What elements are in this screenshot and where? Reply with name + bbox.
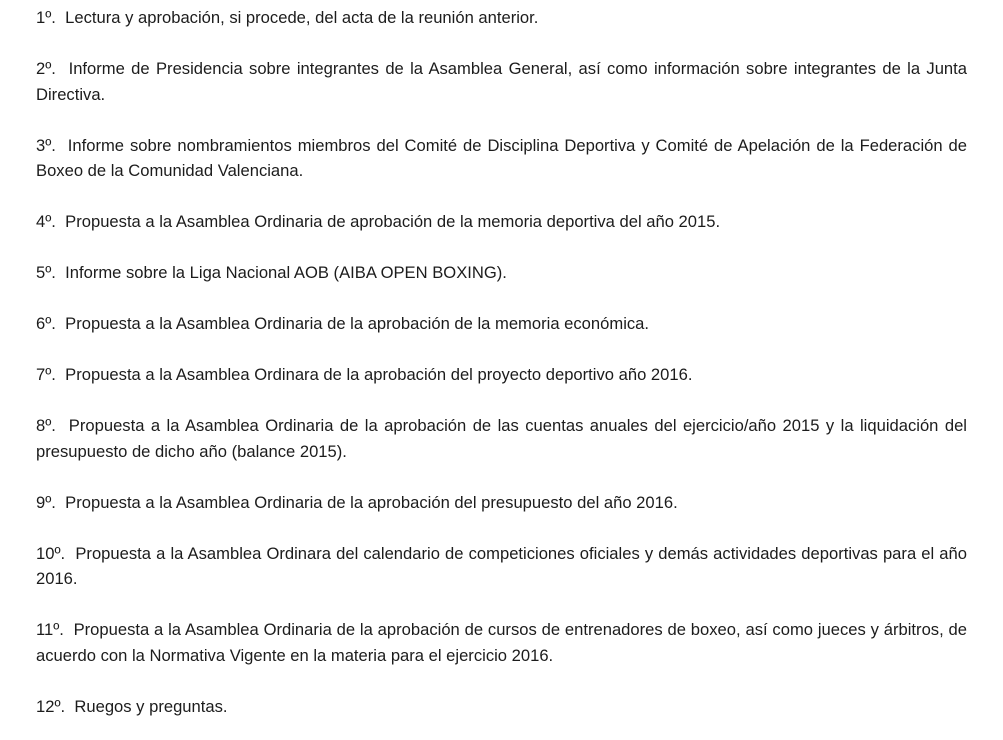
agenda-item-4 [36,209,967,235]
agenda-item-8 [36,413,967,464]
item-number: 6º. [36,314,56,333]
item-text: Propuesta a la Asamblea Ordinaria de la aprobación de las cuentas anuales del ejercicio/año 2015 y la liquidación del presupuesto de dicho año (balance 2015). [36,416,967,461]
item-number: 9º. [36,492,56,512]
item-number: 2º. [36,59,56,78]
item-number: 4º. [36,212,56,231]
item-text: Propuesta a la Asamblea Ordinaria de aprobación de la memoria deportiva del año 2015. [65,212,721,231]
item-text: Informe sobre la Liga Nacional AOB (AIBA OPEN BOXING). [65,263,507,282]
item-text: Propuesta a la Asamblea Ordinaria de la aprobación del presupuesto del año 2016. [65,492,678,512]
agenda-item-10 [36,541,967,592]
agenda-item-5 [36,260,967,286]
agenda-item-1 [36,5,967,31]
item-number: 10º. [36,543,66,563]
item-text: Ruegos y preguntas. [74,696,228,716]
item-number: 3º. [36,135,56,155]
item-number: 12º. [36,696,66,716]
agenda-item-6 [36,311,967,337]
item-text: Propuesta a la Asamblea Ordinaria de la aprobación de la memoria económica. [65,314,650,333]
agenda-item-7 [36,362,967,388]
item-number: 5º. [36,263,56,282]
agenda-item-11 [36,617,967,668]
item-text: Informe sobre nombramientos miembros del Comité de Disciplina Deportiva y Comité de Apelación de la Federación de Boxeo de la Comunidad Valenciana. [36,135,967,180]
agenda-item-12 [36,694,967,720]
item-number: 1º. [36,8,56,27]
agenda-item-9 [36,490,967,516]
agenda-item-2 [36,56,967,107]
item-number: 11º. [36,620,64,639]
item-text: Informe de Presidencia sobre integrantes de la Asamblea General, así como información sobre integrantes de la Junta Directiva. [36,59,967,104]
item-text: Propuesta a la Asamblea Ordinara de la aprobación del proyecto deportivo año 2016. [65,365,693,384]
item-number: 7º. [36,365,56,384]
agenda-list [36,5,967,719]
item-number: 8º. [36,416,56,435]
item-text: Lectura y aprobación, si procede, del acta de la reunión anterior. [65,8,539,27]
item-text: Propuesta a la Asamblea Ordinaria de la aprobación de cursos de entrenadores de boxeo, así como jueces y árbitros, de acuerdo con la Normativa Vigente en la materia para el ejercicio 2016. [36,620,967,665]
agenda-item-3 [36,133,967,184]
item-text: Propuesta a la Asamblea Ordinara del calendario de competiciones oficiales y demás actividades deportivas para el año 2016. [36,543,967,588]
